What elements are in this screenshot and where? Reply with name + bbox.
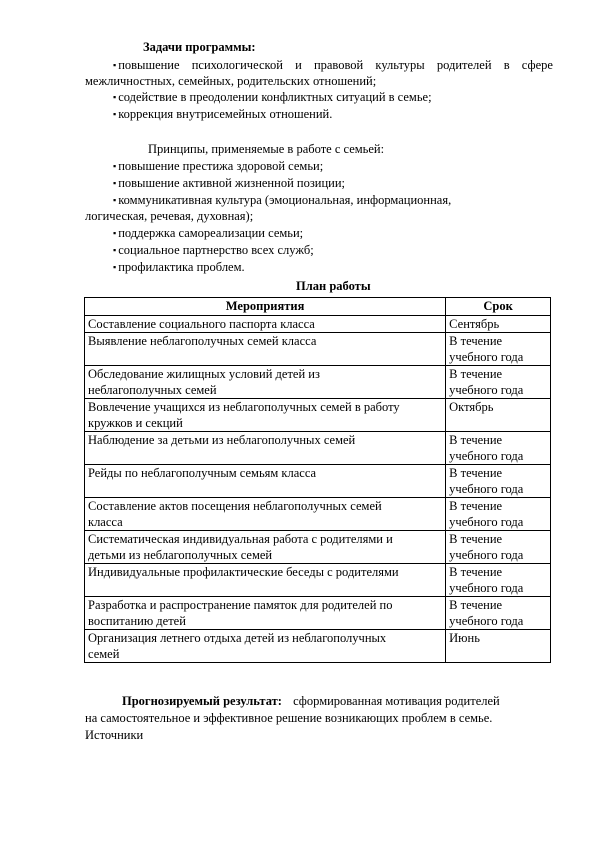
term-text: учебного года — [449, 548, 524, 562]
tasks-item-1-word: в — [503, 58, 510, 72]
tasks-item-1-word: психологической — [191, 58, 283, 72]
event-text: класса — [88, 515, 123, 529]
event-text: неблагополучных семей — [88, 383, 217, 397]
term-text: В течение — [449, 499, 503, 513]
table-row — [85, 465, 551, 498]
term-cell — [446, 564, 551, 597]
event-text: воспитанию детей — [88, 614, 186, 628]
term-text: Октябрь — [449, 400, 494, 414]
tasks-item-1-word: правовой — [313, 58, 364, 72]
tasks-item-1-word: родителей — [436, 58, 492, 72]
tasks-item-3-text: коррекция внутрисемейных отношений. — [118, 107, 333, 121]
term-cell — [446, 630, 551, 663]
term-cell — [446, 366, 551, 399]
term-text: В течение — [449, 433, 503, 447]
column-header-events: Мероприятия — [85, 298, 446, 316]
tasks-item-3 — [113, 106, 332, 122]
term-text: учебного года — [449, 581, 524, 595]
principles-item-4 — [113, 225, 303, 241]
term-cell — [446, 399, 551, 432]
event-text: Индивидуальные профилактические беседы с родителями — [88, 565, 399, 579]
table-row — [85, 564, 551, 597]
event-cell — [85, 316, 446, 333]
principles-item-4-text: поддержка самореализации семьи; — [118, 226, 304, 240]
principles-item-5 — [113, 242, 314, 258]
table-row — [85, 399, 551, 432]
table-row — [85, 597, 551, 630]
plan-table-body — [85, 316, 551, 663]
term-text: учебного года — [449, 482, 524, 496]
result-line-1 — [122, 693, 500, 709]
term-cell — [446, 432, 551, 465]
event-cell — [85, 366, 446, 399]
term-text: В течение — [449, 598, 503, 612]
event-cell — [85, 465, 446, 498]
table-row — [85, 366, 551, 399]
event-text: Составление актов посещения неблагополучных семей — [88, 499, 382, 513]
table-row — [85, 630, 551, 663]
tasks-item-1-word: сфере — [521, 58, 553, 72]
principles-title: Принципы, применяемые в работе с семьей: — [148, 142, 385, 156]
table-row — [85, 432, 551, 465]
term-text: В течение — [449, 334, 503, 348]
term-cell — [446, 597, 551, 630]
principles-item-1-text: повышение престижа здоровой семьи; — [118, 159, 324, 173]
event-cell — [85, 564, 446, 597]
tasks-item-1-word: культуры — [375, 58, 425, 72]
result-line-2: на самостоятельное и эффективное решение возникающих проблем в семье. — [85, 711, 493, 725]
event-cell — [85, 432, 446, 465]
event-text: Вовлечение учащихся из неблагополучных семей в работу — [88, 400, 400, 414]
term-cell — [446, 465, 551, 498]
principles-item-6-text: профилактика проблем. — [118, 260, 245, 274]
table-row — [85, 316, 551, 333]
tasks-item-1-cont: межличностных, семейных, родительских отношений; — [85, 74, 377, 88]
term-text: учебного года — [449, 350, 524, 364]
event-cell — [85, 630, 446, 663]
term-text: В течение — [449, 466, 503, 480]
event-text: семей — [88, 647, 120, 661]
principles-item-1 — [113, 158, 323, 174]
term-text: учебного года — [449, 449, 524, 463]
event-text: Выявление неблагополучных семей класса — [88, 334, 317, 348]
term-text: учебного года — [449, 614, 524, 628]
principles-item-6 — [113, 259, 245, 275]
tasks-title: Задачи программы: — [143, 40, 256, 54]
principles-item-2 — [113, 175, 345, 191]
tasks-item-1-word: и — [295, 58, 302, 72]
term-text: В течение — [449, 532, 503, 546]
tasks-item-1-word: ▪ повышение — [118, 58, 180, 72]
table-row — [85, 498, 551, 531]
event-text: кружков и секций — [88, 416, 183, 430]
principles-item-2-text: повышение активной жизненной позиции; — [118, 176, 345, 190]
event-text: Организация летнего отдыха детей из неблагополучных — [88, 631, 387, 645]
event-text: Обследование жилищных условий детей из — [88, 367, 320, 381]
event-cell — [85, 333, 446, 366]
event-text: Наблюдение за детьми из неблагополучных семей — [88, 433, 356, 447]
tasks-item-2-text: содействие в преодолении конфликтных ситуаций в семье; — [118, 90, 432, 104]
plan-header-row — [85, 298, 551, 316]
term-text: В течение — [449, 367, 503, 381]
event-cell — [85, 399, 446, 432]
table-row — [85, 531, 551, 564]
principles-item-3-cont: логическая, речевая, духовная); — [85, 209, 254, 223]
result-text-1: сформированная мотивация родителей — [293, 694, 500, 708]
table-row — [85, 333, 551, 366]
principles-item-5-text: социальное партнерство всех служб; — [118, 243, 314, 257]
plan-title: План работы — [296, 279, 371, 293]
tasks-item-1 — [113, 57, 553, 73]
event-text: детьми из неблагополучных семей — [88, 548, 273, 562]
principles-item-3 — [113, 192, 451, 208]
column-header-term: Срок — [446, 298, 551, 316]
term-text: В течение — [449, 565, 503, 579]
event-cell — [85, 597, 446, 630]
event-text: Разработка и распространение памяток для родителей по — [88, 598, 393, 612]
sources-label: Источники — [85, 728, 144, 742]
term-cell — [446, 531, 551, 564]
event-text: Систематическая индивидуальная работа с родителями и — [88, 532, 393, 546]
term-cell — [446, 333, 551, 366]
term-text: учебного года — [449, 383, 524, 397]
principles-item-3-text: коммуникативная культура (эмоциональная, информационная, — [118, 193, 452, 207]
event-cell — [85, 498, 446, 531]
term-text: учебного года — [449, 515, 524, 529]
term-cell — [446, 498, 551, 531]
term-cell — [446, 316, 551, 333]
tasks-item-2 — [113, 89, 432, 105]
event-text: Рейды по неблагополучным семьям класса — [88, 466, 317, 480]
term-text: Сентябрь — [449, 317, 500, 331]
plan-table — [84, 297, 551, 663]
event-cell — [85, 531, 446, 564]
result-label: Прогнозируемый результат: — [122, 694, 282, 708]
event-text: Составление социального паспорта класса — [88, 317, 315, 331]
term-text: Июнь — [449, 631, 480, 645]
